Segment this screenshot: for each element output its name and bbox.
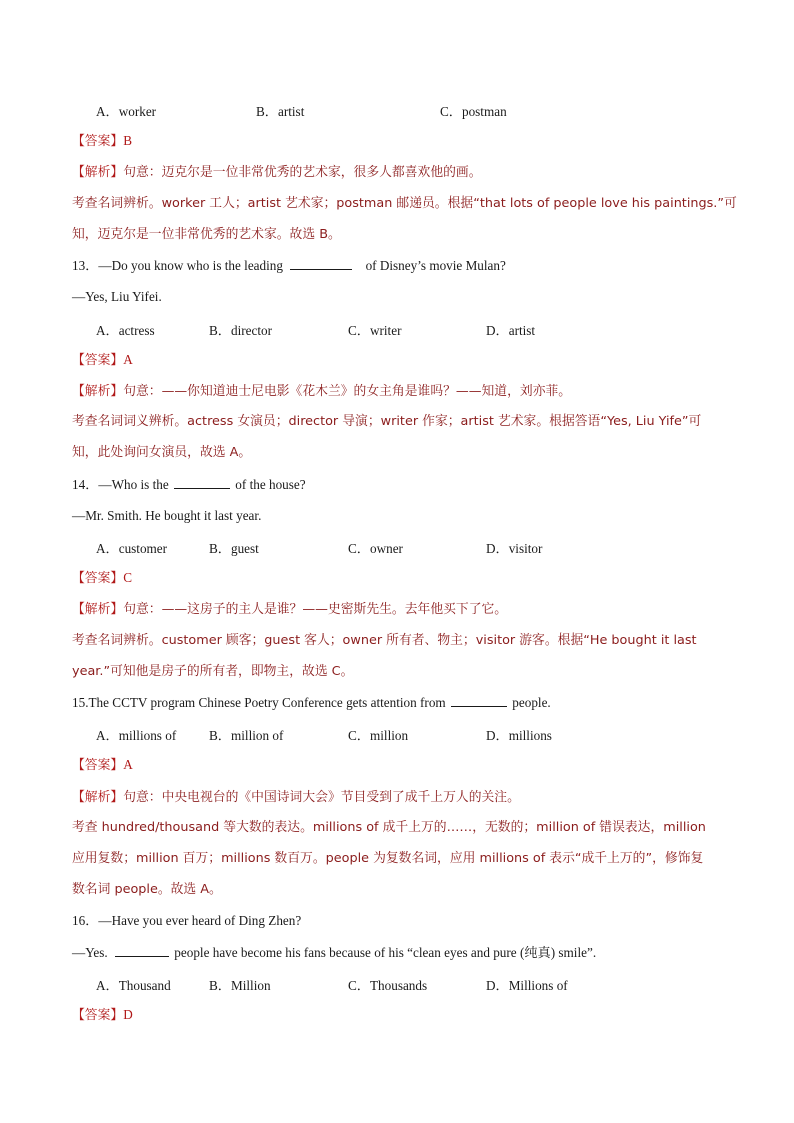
question-text: people. [512, 695, 551, 710]
answer-value: A [123, 757, 133, 772]
option-b: B．Million [209, 978, 271, 993]
question-reply [72, 944, 596, 962]
answer-blank [115, 944, 169, 957]
analysis-tag: 【解析】 [72, 384, 124, 399]
option-b: B．director [209, 323, 272, 338]
answer-tag: 【答案】 [72, 353, 124, 368]
analysis-text: 数名词 people。故选 A。 [72, 882, 222, 897]
answer-tag: 【答案】 [72, 758, 124, 773]
answer-line [72, 1006, 133, 1024]
analysis-text: 句意：迈克尔是一位非常优秀的艺术家，很多人都喜欢他的画。 [123, 165, 482, 180]
analysis-line [72, 163, 482, 181]
question-text: of the house? [235, 477, 306, 492]
analysis-text: 考查名词辨析。customer 顾客；guest 客人；owner 所有者、物主；visitor 游客。根据“He bought it last [72, 633, 697, 648]
analysis-text: 考查名词辨析。worker 工人；artist 艺术家；postman 邮递员。根据“that lots of people love his paintings.”可 [72, 196, 737, 211]
option-c: C．writer [348, 323, 402, 338]
question-14 [72, 476, 306, 494]
analysis-text: 句意：——这房子的主人是谁？——史密斯先生。去年他买下了它。 [123, 602, 508, 617]
option-a: A．actress [96, 323, 155, 338]
analysis-text: 考查 hundred/thousand 等大数的表达。millions of 成千上万的……，无数的；million of 错误表达，million [72, 820, 706, 835]
answer-blank [290, 257, 352, 270]
answer-value: C [123, 570, 132, 585]
option-a: A．worker [96, 104, 157, 119]
question-text: of Disney’s movie Mulan? [365, 258, 506, 273]
option-a: A．millions of [96, 728, 177, 743]
analysis-line [72, 382, 571, 400]
option-a: A．customer [96, 541, 168, 556]
question-text: —Do you know who is the leading [98, 258, 283, 273]
answer-value: B [123, 133, 132, 148]
option-d: D．visitor [486, 541, 543, 556]
question-text: —Yes. [72, 945, 108, 960]
question-text: The CCTV program Chinese Poetry Conference gets attention from [88, 695, 446, 710]
question-reply: —Yes, Liu Yifei. [72, 289, 162, 304]
question-16 [72, 912, 301, 930]
analysis-tag: 【解析】 [72, 165, 124, 180]
analysis-text: 知，迈克尔是一位非常优秀的艺术家。故选 B。 [72, 227, 341, 242]
option-c: C．owner [348, 541, 403, 556]
analysis-text: 知，此处询问女演员，故选 A。 [72, 445, 252, 460]
question-number: 16． [72, 913, 99, 928]
analysis-tag: 【解析】 [72, 602, 124, 617]
answer-line [72, 756, 133, 774]
option-c: C．postman [440, 104, 507, 119]
analysis-tag: 【解析】 [72, 790, 124, 805]
analysis-text: 考查名词词义辨析。actress 女演员；director 导演；writer 作家；artist 艺术家。根据答语“Yes, Liu Yife”可 [72, 414, 702, 429]
option-a: A．Thousand [96, 978, 171, 993]
analysis-text: 应用复数；million 百万；millions 数百万。people 为复数名词，应用 millions of 表示“成千上万的”，修饰复 [72, 851, 704, 866]
question-number: 15. [72, 695, 89, 710]
analysis-line [72, 788, 520, 806]
option-b: B．guest [209, 541, 259, 556]
analysis-text: year.”可知他是房子的所有者，即物主，故选 C。 [72, 664, 354, 679]
answer-blank [174, 476, 230, 489]
answer-line [72, 351, 133, 369]
question-reply: —Mr. Smith. He bought it last year. [72, 508, 262, 523]
answer-line [72, 569, 132, 587]
option-c: C．Thousands [348, 978, 428, 993]
answer-tag: 【答案】 [72, 134, 124, 149]
option-c: C．million [348, 728, 409, 743]
answer-tag: 【答案】 [72, 571, 124, 586]
question-text: —Who is the [98, 477, 169, 492]
analysis-text: 句意：中央电视台的《中国诗词大会》节目受到了成千上万人的关注。 [123, 790, 520, 805]
analysis-text: 句意：——你知道迪士尼电影《花木兰》的女主角是谁吗？——知道，刘亦菲。 [123, 384, 572, 399]
analysis-line [72, 600, 507, 618]
question-text: people have become his fans because of his “clean eyes and pure (纯真) smile”. [174, 945, 597, 960]
option-d: D．millions [486, 728, 552, 743]
answer-tag: 【答案】 [72, 1008, 124, 1023]
option-b: B．artist [256, 104, 305, 119]
option-d: D．Millions of [486, 978, 568, 993]
answer-line [72, 132, 132, 150]
question-15 [72, 694, 551, 712]
question-text: —Have you ever heard of Ding Zhen? [98, 913, 302, 928]
answer-value: D [123, 1007, 133, 1022]
question-number: 13． [72, 258, 99, 273]
option-b: B．million of [209, 728, 284, 743]
answer-blank [451, 694, 507, 707]
question-13 [72, 257, 506, 275]
option-d: D．artist [486, 323, 536, 338]
question-number: 14． [72, 477, 99, 492]
answer-value: A [123, 352, 133, 367]
